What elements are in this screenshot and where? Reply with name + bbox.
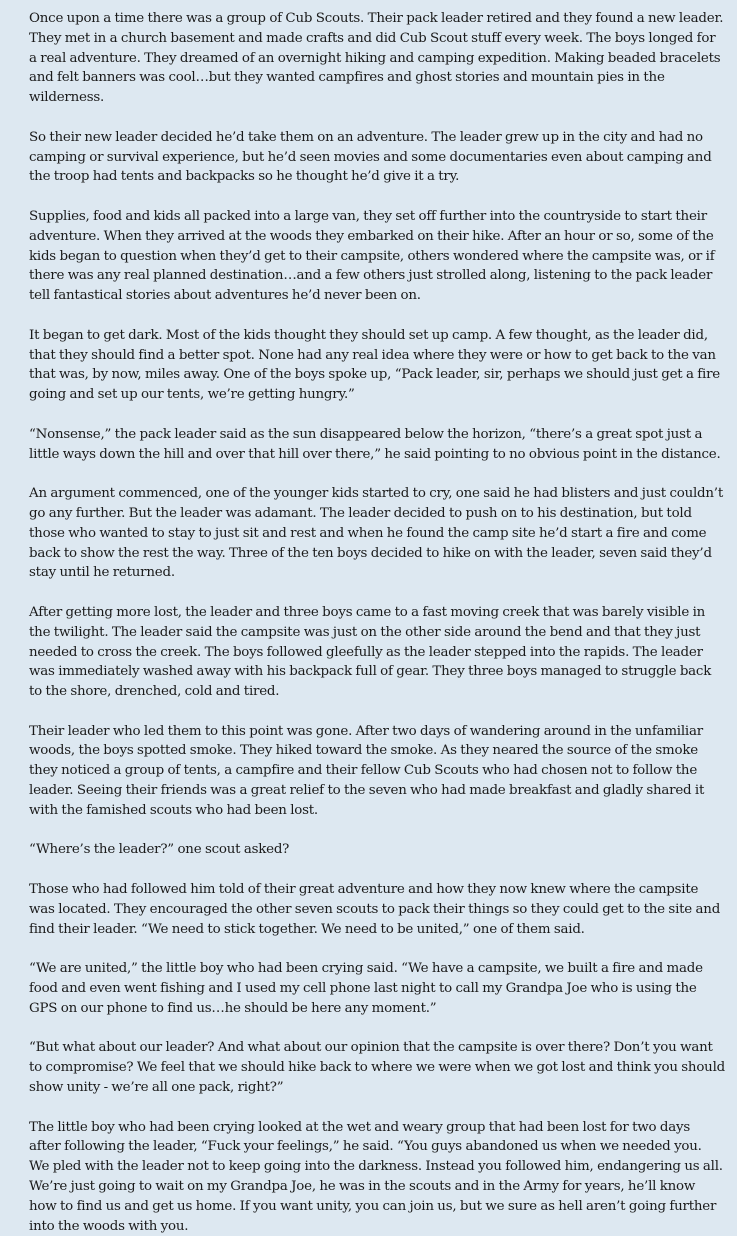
story-paragraph-8: Their leader who led them to this point was gone. After two days of wandering around in the unfamiliar woods, the boys spotted smoke. They hiked toward the smoke. As they neared the source of the smoke they noticed a group of tents, a campfire and their fellow Cub Scouts who had chosen not to follow the leader. Seeing their friends was a great relief to the seven who had made breakfast and gladly shared it with the famished scouts who had been lost. bbox=[29, 723, 705, 818]
story-paragraph-1: Once upon a time there was a group of Cub Scouts. Their pack leader retired and they found a new leader. They met in a church basement and made crafts and did Cub Scout stuff every week. The boys longed for a real adventure. They dreamed of an overnight hiking and camping expedition. Making beaded bracelets and felt banners was cool…but they wanted campfires and ghost stories and mountain pies in the wilderness. bbox=[29, 11, 724, 106]
story-paragraph-7: After getting more lost, the leader and three boys came to a fast moving creek that was barely visible in the twilight. The leader said the campsite was just on the other side around the bend and that they just needed to cross the creek. The boys followed gleefully as the leader stepped into the rapids. The leader was immediately washed away with his backpack full of gear. They three boys managed to struggle back to the shore, drenched, cold and tired. bbox=[29, 604, 712, 700]
story-paragraph-4: It began to get dark. Most of the kids thought they should set up camp. A few thought, as the leader did, that they should find a better spot. None had any real idea where they were or how to get back to the van that was, by now, miles away. One of the boys spoke up, “Pack leader, sir, perhaps we should just get a fire going and set up our tents, we’re getting hungry.” bbox=[29, 327, 720, 403]
story-paragraph-6: An argument commenced, one of the younger kids started to cry, one said he had blisters and just couldn’t go any further. But the leader was adamant. The leader decided to push on to his destination, but told those who wanted to stay to just sit and rest and when he found the camp site he’d start a fire and come back to show the rest the way. Three of the ten boys decided to hike on with the leader, seven said they’d stay until he returned. bbox=[29, 486, 723, 581]
story-paragraph-13: The little boy who had been crying looked at the wet and weary group that had been lost for two days after following the leader, “Fuck your feelings,” he said. “You guys abandoned us when we needed you. We pled with the leader not to keep going into the darkness. Instead you followed him, endangering us all. We’re just going to wait on my Grandpa Joe, he was in the scouts and in the Army for years, he’ll know how to find us and get us home. If you want unity, you can join us, but we sure as hell aren’t going further into the woods with you. bbox=[29, 1119, 723, 1234]
story-paragraph-3: Supplies, food and kids all packed into a large van, they set off further into the countryside to start their adventure. When they arrived at the woods they embarked on their hike. After an hour or so, some of the kids began to question when they’d get to their campsite, others wondered where the campsite was, or if there was any real planned destination…and a few others just strolled along, listening to the pack leader tell fantastical stories about adventures he’d never been on. bbox=[29, 208, 715, 304]
story-paragraph-2: So their new leader decided he’d take them on an adventure. The leader grew up in the city and had no camping or survival experience, but he’d seen movies and some documentaries even about camping and the troop had tents and backpacks so he thought he’d give it a try. bbox=[29, 129, 712, 185]
story-paragraph-10: Those who had followed him told of their great adventure and how they now knew where the campsite was located. They encouraged the other seven scouts to pack their things so they could get to the site and find their leader. “We need to stick together. We need to be united,” one of them said. bbox=[29, 882, 721, 937]
story-paragraph-5: “Nonsense,” the pack leader said as the sun disappeared below the horizon, “there’s a great spot just a little ways down the hill and over that hill over there,” he said pointing to no obvious point in the distance. bbox=[29, 426, 721, 462]
story-paragraph-11: “We are united,” the little boy who had been crying said. “We have a campsite, we built a fire and made food and even went fishing and I used my cell phone last night to call my Grandpa Joe who is using the GPS on our phone to find us…he should be here any moment.” bbox=[29, 961, 703, 1016]
story-paragraph-9: “Where’s the leader?” one scout asked? bbox=[29, 842, 290, 858]
story-paragraph-12: “But what about our leader? And what about our opinion that the campsite is over there? Don’t you want to compromise? We feel that we should hike back to where we were when we got lost and think you should show unity - we’re all one pack, right?” bbox=[29, 1040, 725, 1096]
